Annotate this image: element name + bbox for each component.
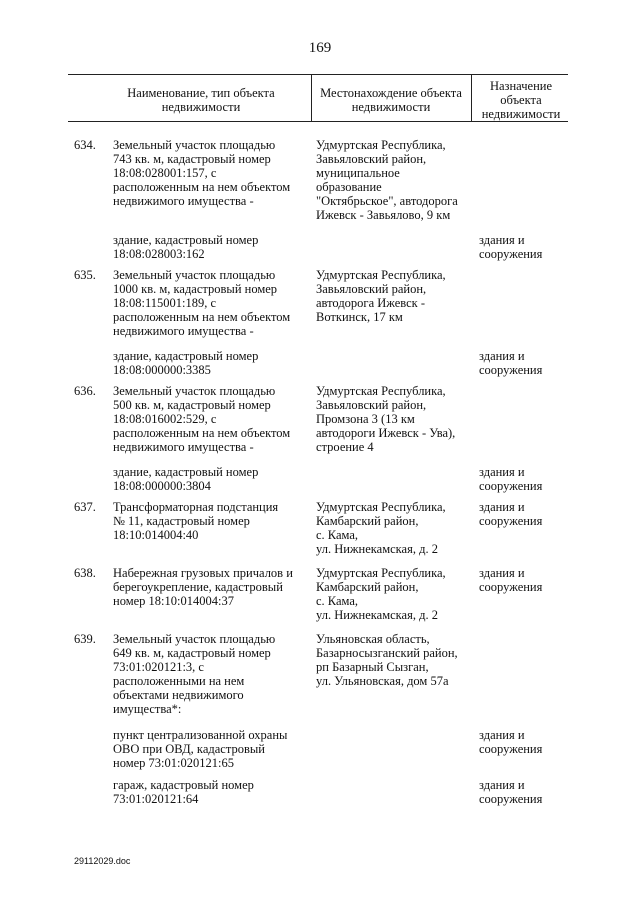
file-name-footer: 29112029.doc xyxy=(74,856,131,866)
object-purpose: здания и сооружения xyxy=(479,778,543,806)
object-name: Земельный участок площадью 649 кв. м, кадастровый номер 73:01:020121:3, с расположенными на нем объектами недвижимого имущества*: xyxy=(113,632,276,716)
object-name: здание, кадастровый номер 18:08:028003:162 xyxy=(113,233,259,261)
row-number: 638. xyxy=(74,566,96,580)
object-purpose: здания и сооружения xyxy=(479,465,543,493)
object-purpose: здания и сооружения xyxy=(479,233,543,261)
object-purpose: здания и сооружения xyxy=(479,566,543,594)
row-number: 639. xyxy=(74,632,96,646)
row-number: 637. xyxy=(74,500,96,514)
object-purpose: здания и сооружения xyxy=(479,500,543,528)
header-divider-2 xyxy=(471,74,472,121)
object-name: Земельный участок площадью 743 кв. м, кадастровый номер 18:08:028001:157, с расположенным на нем объектом недвижимого имущества - xyxy=(113,138,291,208)
object-location: Удмуртская Республика, Завьяловский район, автодорога Ижевск - Воткинск, 17 км xyxy=(316,268,446,324)
object-location: Удмуртская Республика, Камбарский район, с. Кама, ул. Нижнекамская, д. 2 xyxy=(316,566,446,622)
header-purpose: Назначение объекта недвижимости xyxy=(481,79,561,121)
object-name: Земельный участок площадью 1000 кв. м, кадастровый номер 18:08:115001:189, с расположенным на нем объектом недвижимого имущества - xyxy=(113,268,291,338)
row-number: 634. xyxy=(74,138,96,152)
object-name: пункт централизованной охраны ОВО при ОВД, кадастровый номер 73:01:020121:65 xyxy=(113,728,288,770)
object-location: Удмуртская Республика, Завьяловский район, муниципальное образование "Октябрьское", автодорога Ижевск - Завьялово, 9 км xyxy=(316,138,458,222)
object-location: Удмуртская Республика, Завьяловский район, Промзона 3 (13 км автодороги Ижевск - Ува), строение 4 xyxy=(316,384,456,454)
header-name-type: Наименование, тип объекта недвижимости xyxy=(127,86,275,114)
object-name: здание, кадастровый номер 18:08:000000:3385 xyxy=(113,349,259,377)
object-location: Ульяновская область, Базарносызганский район, рп Базарный Сызган, ул. Ульяновская, дом 57а xyxy=(316,632,458,688)
object-name: гараж, кадастровый номер 73:01:020121:64 xyxy=(113,778,254,806)
table-header-bottom-rule xyxy=(68,121,568,122)
row-number: 636. xyxy=(74,384,96,398)
object-location: Удмуртская Республика, Камбарский район, с. Кама, ул. Нижнекамская, д. 2 xyxy=(316,500,446,556)
object-name: Набережная грузовых причалов и берегоукрепление, кадастровый номер 18:10:014004:37 xyxy=(113,566,293,608)
header-divider-1 xyxy=(311,74,312,121)
header-location: Местонахождение объекта недвижимости xyxy=(320,86,462,114)
row-number: 635. xyxy=(74,268,96,282)
object-name: Земельный участок площадью 500 кв. м, кадастровый номер 18:08:016002:529, с расположенным на нем объектом недвижимого имущества - xyxy=(113,384,291,454)
object-name: Трансформаторная подстанция № 11, кадастровый номер 18:10:014004:40 xyxy=(113,500,279,542)
object-purpose: здания и сооружения xyxy=(479,349,543,377)
object-name: здание, кадастровый номер 18:08:000000:3804 xyxy=(113,465,259,493)
object-purpose: здания и сооружения xyxy=(479,728,543,756)
table-header-top-rule xyxy=(68,74,568,75)
page-number: 169 xyxy=(308,40,332,56)
